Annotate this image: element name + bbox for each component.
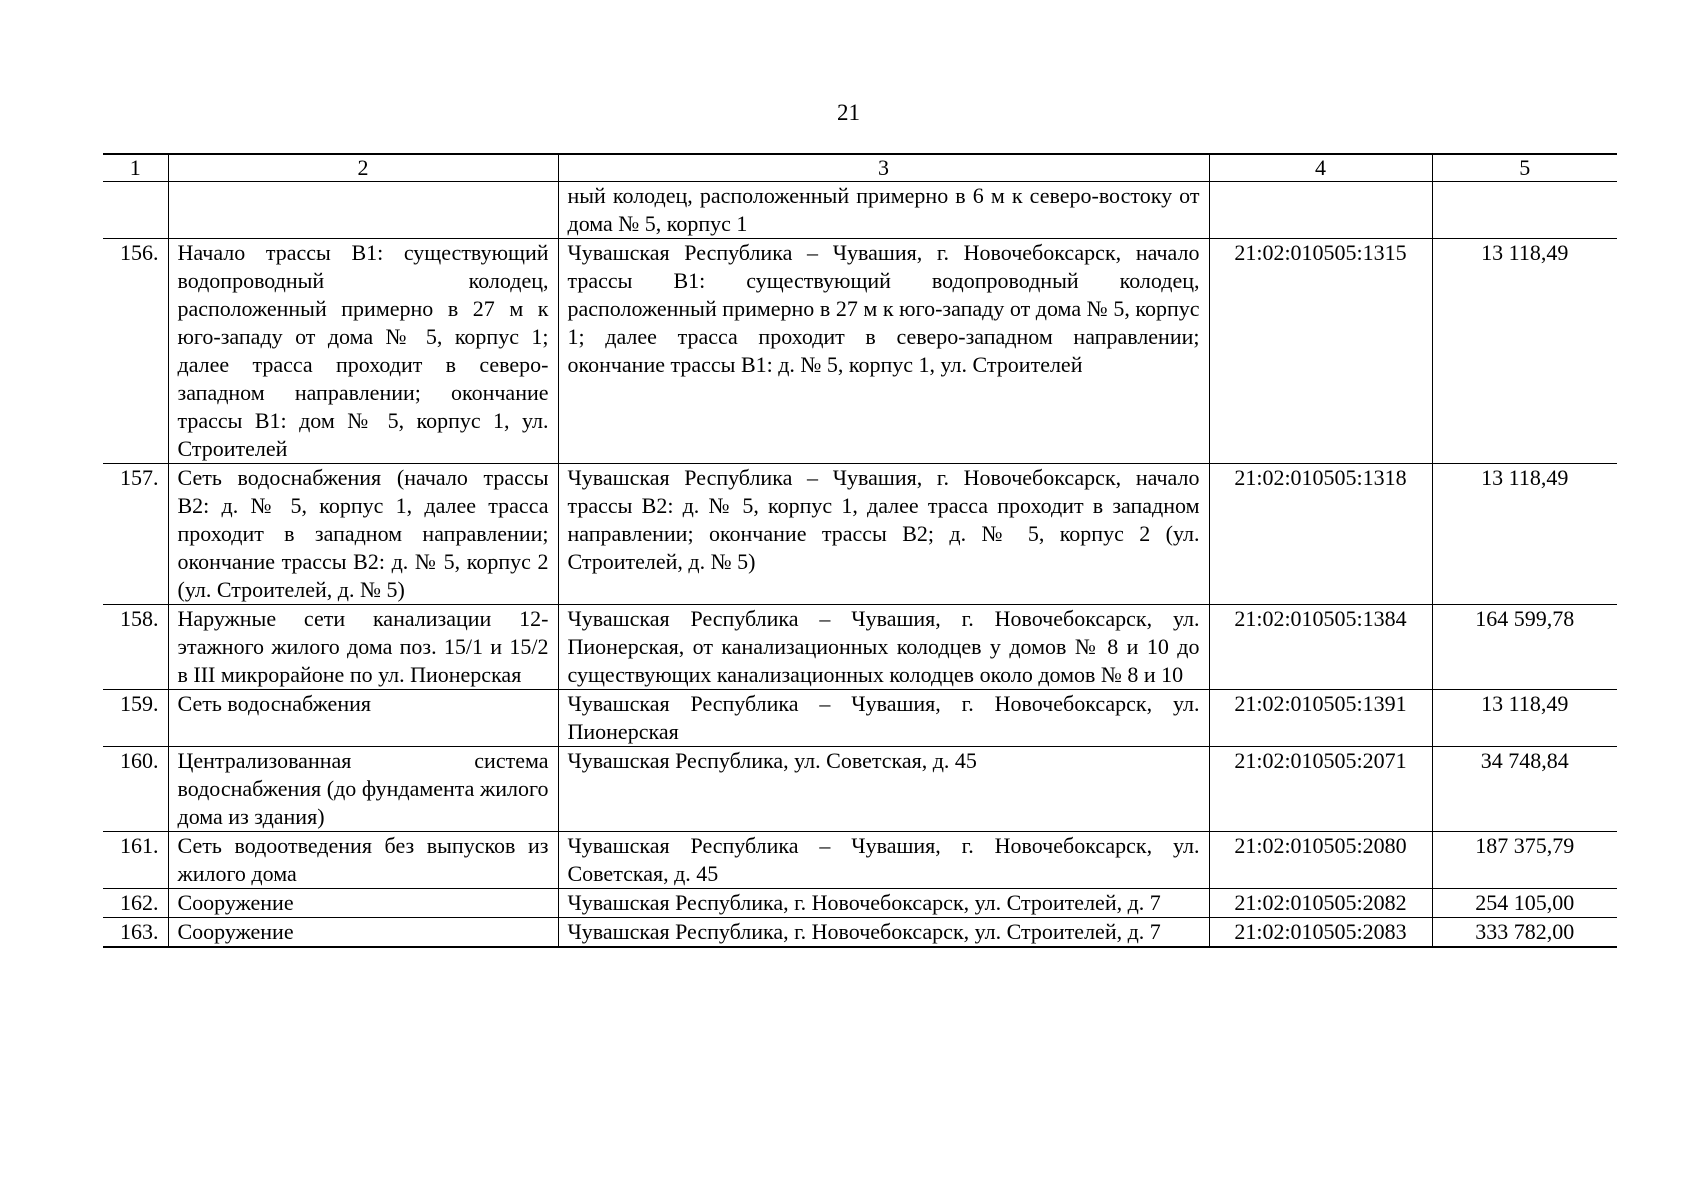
address-cell: Чувашская Республика, ул. Советская, д. 45 bbox=[558, 747, 1209, 832]
object-name-cell: Начало трассы В1: существующий водопроводный колодец, расположенный примерно в 27 м к юго-западу от дома № 5, корпус 1; далее трасса проходит в северо-западном направлении; окончание трассы В1: дом № 5, корпус 1, ул. Строителей bbox=[168, 239, 558, 464]
cadastral-number-cell: 21:02:010505:2082 bbox=[1209, 889, 1432, 918]
address-cell: ный колодец, расположенный примерно в 6 м к северо-востоку от дома № 5, корпус 1 bbox=[558, 182, 1209, 239]
value-cell: 13 118,49 bbox=[1432, 464, 1617, 605]
address-cell: Чувашская Республика – Чувашия, г. Новочебоксарск, ул. Пионерская, от канализационных колодцев у домов № 8 и 10 до существующих канализационных колодцев около домов № 8 и 10 bbox=[558, 605, 1209, 690]
table-row bbox=[103, 747, 1617, 832]
object-name-cell: Сеть водоснабжения (начало трассы В2: д. № 5, корпус 1, далее трасса проходит в западном направлении; окончание трассы В2: д. № 5, корпус 2 (ул. Строителей, д. № 5) bbox=[168, 464, 558, 605]
column-header-3: 3 bbox=[558, 154, 1209, 182]
object-name-cell: Сеть водоотведения без выпусков из жилого дома bbox=[168, 832, 558, 889]
value-cell bbox=[1432, 182, 1617, 239]
cadastral-number-cell: 21:02:010505:1318 bbox=[1209, 464, 1432, 605]
row-number-cell: 161. bbox=[103, 832, 168, 889]
row-number-cell: 156. bbox=[103, 239, 168, 464]
cadastral-number-cell: 21:02:010505:2071 bbox=[1209, 747, 1432, 832]
object-name-cell: Сооружение bbox=[168, 918, 558, 948]
cadastral-number-cell: 21:02:010505:1384 bbox=[1209, 605, 1432, 690]
cadastral-number-cell: 21:02:010505:1315 bbox=[1209, 239, 1432, 464]
object-name-cell: Сеть водоснабжения bbox=[168, 690, 558, 747]
value-cell: 34 748,84 bbox=[1432, 747, 1617, 832]
value-cell: 254 105,00 bbox=[1432, 889, 1617, 918]
row-number-cell: 162. bbox=[103, 889, 168, 918]
value-cell: 164 599,78 bbox=[1432, 605, 1617, 690]
row-number-cell: 159. bbox=[103, 690, 168, 747]
address-cell: Чувашская Республика, г. Новочебоксарск, ул. Строителей, д. 7 bbox=[558, 889, 1209, 918]
column-header-5: 5 bbox=[1432, 154, 1617, 182]
object-name-cell bbox=[168, 182, 558, 239]
column-header-4: 4 bbox=[1209, 154, 1432, 182]
cadastral-number-cell: 21:02:010505:2080 bbox=[1209, 832, 1432, 889]
table-row bbox=[103, 832, 1617, 889]
cadastral-number-cell bbox=[1209, 182, 1432, 239]
value-cell: 187 375,79 bbox=[1432, 832, 1617, 889]
address-cell: Чувашская Республика – Чувашия, г. Новочебоксарск, начало трассы В2: д. № 5, корпус 1, далее трасса проходит в западном направлении; окончание трассы В2; д. № 5, корпус 2 (ул. Строителей, д. № 5) bbox=[558, 464, 1209, 605]
object-name-cell: Централизованная система водоснабжения (до фундамента жилого дома из здания) bbox=[168, 747, 558, 832]
address-cell: Чувашская Республика – Чувашия, г. Новочебоксарск, ул. Советская, д. 45 bbox=[558, 832, 1209, 889]
table-row bbox=[103, 464, 1617, 605]
registry-table bbox=[103, 153, 1617, 948]
row-number-cell: 157. bbox=[103, 464, 168, 605]
column-numbers-row bbox=[103, 154, 1617, 182]
row-number-cell: 160. bbox=[103, 747, 168, 832]
object-name-cell: Сооружение bbox=[168, 889, 558, 918]
column-header-2: 2 bbox=[168, 154, 558, 182]
cadastral-number-cell: 21:02:010505:2083 bbox=[1209, 918, 1432, 948]
value-cell: 13 118,49 bbox=[1432, 690, 1617, 747]
cadastral-number-cell: 21:02:010505:1391 bbox=[1209, 690, 1432, 747]
row-number-cell: 163. bbox=[103, 918, 168, 948]
value-cell: 13 118,49 bbox=[1432, 239, 1617, 464]
address-cell: Чувашская Республика – Чувашия, г. Новочебоксарск, ул. Пионерская bbox=[558, 690, 1209, 747]
address-cell: Чувашская Республика, г. Новочебоксарск, ул. Строителей, д. 7 bbox=[558, 918, 1209, 948]
column-header-1: 1 bbox=[103, 154, 168, 182]
table-row bbox=[103, 182, 1617, 239]
object-name-cell: Наружные сети канализации 12-этажного жилого дома поз. 15/1 и 15/2 в III микрорайоне по ул. Пионерская bbox=[168, 605, 558, 690]
table-row bbox=[103, 690, 1617, 747]
table-row bbox=[103, 918, 1617, 948]
table-row bbox=[103, 605, 1617, 690]
row-number-cell bbox=[103, 182, 168, 239]
table-row bbox=[103, 239, 1617, 464]
value-cell: 333 782,00 bbox=[1432, 918, 1617, 948]
table-row bbox=[103, 889, 1617, 918]
address-cell: Чувашская Республика – Чувашия, г. Новочебоксарск, начало трассы В1: существующий водопроводный колодец, расположенный примерно в 27 м к юго-западу от дома № 5, корпус 1; далее трасса проходит в северо-западном направлении; окончание трассы В1: д. № 5, корпус 1, ул. Строителей bbox=[558, 239, 1209, 464]
row-number-cell: 158. bbox=[103, 605, 168, 690]
page-number: 21 bbox=[837, 100, 860, 125]
